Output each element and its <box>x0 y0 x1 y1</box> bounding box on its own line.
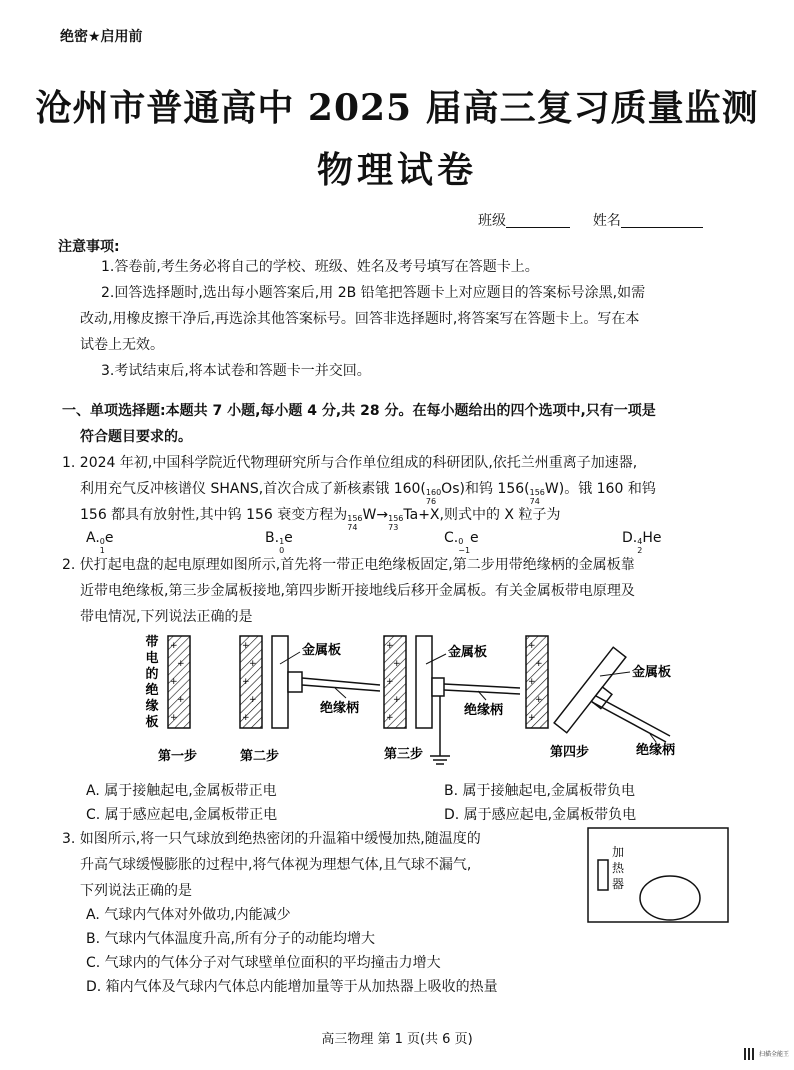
plate-label-char: 板 <box>145 715 159 730</box>
notice-item-2-line2: 改动,用橡皮擦干净后,再选涂其他答案标号。回答非选择题时,将答案写在答题卡上。写在本 <box>80 311 640 327</box>
plate-label-char: 缘 <box>145 699 159 714</box>
q2-option-c: C. 属于感应起电,金属板带正电 <box>86 807 278 823</box>
scanner-watermark: 扫描全能王 <box>759 1051 790 1058</box>
handle-label: 绝缘柄 <box>636 743 676 758</box>
svg-text:+: + <box>535 659 543 669</box>
eq-ta: Ta+X <box>403 507 440 523</box>
eq-w-numbers: 156 74 <box>347 514 363 532</box>
q1-text: ,则式中的 X 粒子为 <box>439 507 561 523</box>
q1-option-b: B. 1 0 e <box>265 530 293 555</box>
svg-text:+: + <box>386 641 394 651</box>
svg-text:+: + <box>386 677 394 687</box>
step1-label: 第一步 <box>158 749 198 764</box>
handle-label: 绝缘柄 <box>320 701 360 716</box>
q3-line3: 下列说法正确的是 <box>80 883 192 899</box>
heater-label-char: 热 <box>612 861 625 875</box>
eq-w: W <box>362 507 377 523</box>
class-blank <box>506 213 570 228</box>
name-label: 姓名 <box>592 213 621 229</box>
svg-text:+: + <box>528 713 536 723</box>
plate-label-char: 带 <box>145 635 159 650</box>
q1-text: )。锇 160 和钨 <box>558 481 656 497</box>
plate-label-char: 的 <box>145 667 159 682</box>
handle-label: 绝缘柄 <box>464 703 504 718</box>
svg-text:+: + <box>170 713 178 723</box>
metal-plate-step3 <box>416 636 432 728</box>
confidential-mark: 绝密★启用前 <box>60 29 143 45</box>
section-heading-line2: 符合题目要求的。 <box>80 429 192 445</box>
metal-plate-label: 金属板 <box>302 643 342 658</box>
q2-option-b: B. 属于接触起电,金属板带负电 <box>444 783 635 799</box>
notice-heading: 注意事项: <box>58 239 120 255</box>
plate-label-char: 绝 <box>145 683 159 698</box>
q3-line2: 升高气球缓慢膨胀的过程中,将气体视为理想气体,且气球不漏气, <box>80 857 472 873</box>
q1-option-a: A. 0 1 e <box>86 530 114 555</box>
metal-plate-step4 <box>554 647 635 740</box>
balloon <box>640 876 700 920</box>
exam-title: 沧州市普通高中 2025 届高三复习质量监测 <box>35 87 759 129</box>
svg-text:+: + <box>393 695 401 705</box>
q1-line1: 1. 2024 年初,中国科学院近代物理研究所与合作单位组成的科研团队,依托兰州重离子加速器, <box>62 455 638 471</box>
heater-label-char: 器 <box>612 877 625 891</box>
name-blank <box>621 213 703 228</box>
section-heading-line1: 一、单项选择题:本题共 7 小题,每小题 4 分,共 28 分。在每小题给出的四个选项中,只有一项是 <box>62 403 656 419</box>
svg-text:+: + <box>242 677 250 687</box>
q1-text: 利用充气反冲核谱仪 SHANS,首次合成了新核素锇 160( <box>80 481 426 497</box>
svg-text:+: + <box>170 641 178 651</box>
svg-text:+: + <box>528 641 536 651</box>
q1-text: )和钨 156( <box>459 481 530 497</box>
step3-label: 第三步 <box>384 747 424 762</box>
class-label: 班级 <box>478 213 506 229</box>
qr-code-icon <box>744 1048 756 1060</box>
notice-item-1: 1.答卷前,考生务必将自己的学校、班级、姓名及考号填写在答题卡上。 <box>101 259 539 275</box>
heater-label-char: 加 <box>612 845 625 859</box>
metal-plate-label: 金属板 <box>632 665 672 680</box>
notice-item-2: 2.回答选择题时,选出每小题答案后,用 2B 铅笔把答题卡上对应题目的答案标号涂黑,如需 <box>101 285 646 301</box>
q2-option-d: D. 属于感应起电,金属板带负电 <box>444 807 637 823</box>
svg-text:+: + <box>242 713 250 723</box>
w-symbol: W <box>544 481 559 497</box>
page-footer: 高三物理 第 1 页(共 6 页) <box>321 1032 473 1047</box>
metal-plate-step2 <box>272 636 288 728</box>
exam-subtitle: 物理试卷 <box>316 149 477 191</box>
svg-text:+: + <box>177 659 185 669</box>
electrophorus-figure <box>130 628 700 774</box>
q2-line3: 带电情况,下列说法正确的是 <box>80 609 253 625</box>
plate-label-char: 电 <box>145 651 159 666</box>
q3-option-a: A. 气球内气体对外做功,内能减少 <box>86 907 291 923</box>
q3-option-b: B. 气球内气体温度升高,所有分子的动能均增大 <box>86 931 375 947</box>
q1-text: 156 都具有放射性,其中钨 156 衰变方程为 <box>80 507 348 523</box>
svg-text:+: + <box>170 677 178 687</box>
w-nuclide-numbers: 156 74 <box>529 488 545 506</box>
q2-option-a: A. 属于接触起电,金属板带正电 <box>86 783 277 799</box>
notice-item-2-line3: 试卷上无效。 <box>80 337 164 353</box>
svg-text:+: + <box>242 641 250 651</box>
svg-text:+: + <box>528 677 536 687</box>
q1-line3 <box>80 502 560 532</box>
q3-line1: 3. 如图所示,将一只气球放到绝热密闭的升温箱中缓慢加热,随温度的 <box>62 831 481 847</box>
os-nuclide-numbers: 160 76 <box>425 488 442 506</box>
svg-text:+: + <box>249 659 257 669</box>
student-info <box>478 210 703 230</box>
svg-text:+: + <box>535 695 543 705</box>
svg-text:+: + <box>177 695 185 705</box>
eq-ta-numbers: 156 73 <box>388 514 404 532</box>
heater <box>598 860 608 890</box>
eq-arrow: → <box>376 507 389 523</box>
q3-option-c: C. 气球内的气体分子对气球壁单位面积的平均撞击力增大 <box>86 955 441 971</box>
svg-text:+: + <box>393 659 401 669</box>
heating-box-figure <box>586 826 732 926</box>
q2-line1: 2. 伏打起电盘的起电原理如图所示,首先将一带正电绝缘板固定,第二步用带绝缘柄的金属板靠 <box>62 557 635 573</box>
svg-text:+: + <box>386 713 394 723</box>
q3-option-d: D. 箱内气体及气球内气体总内能增加量等于从加热器上吸收的热量 <box>86 979 498 995</box>
q2-line2: 近带电绝缘板,第三步金属板接地,第四步断开接地线后移开金属板。有关金属板带电原理及 <box>80 583 635 599</box>
notice-item-3: 3.考试结束后,将本试卷和答题卡一并交回。 <box>101 363 371 379</box>
q1-option-d: D. 4 2 He <box>622 530 662 555</box>
step2-label: 第二步 <box>240 749 280 764</box>
metal-plate-label: 金属板 <box>448 645 488 660</box>
q1-option-c: C. 0 −1 e <box>444 530 479 555</box>
os-symbol: Os <box>441 481 460 497</box>
step4-label: 第四步 <box>550 745 590 760</box>
svg-text:+: + <box>249 695 257 705</box>
